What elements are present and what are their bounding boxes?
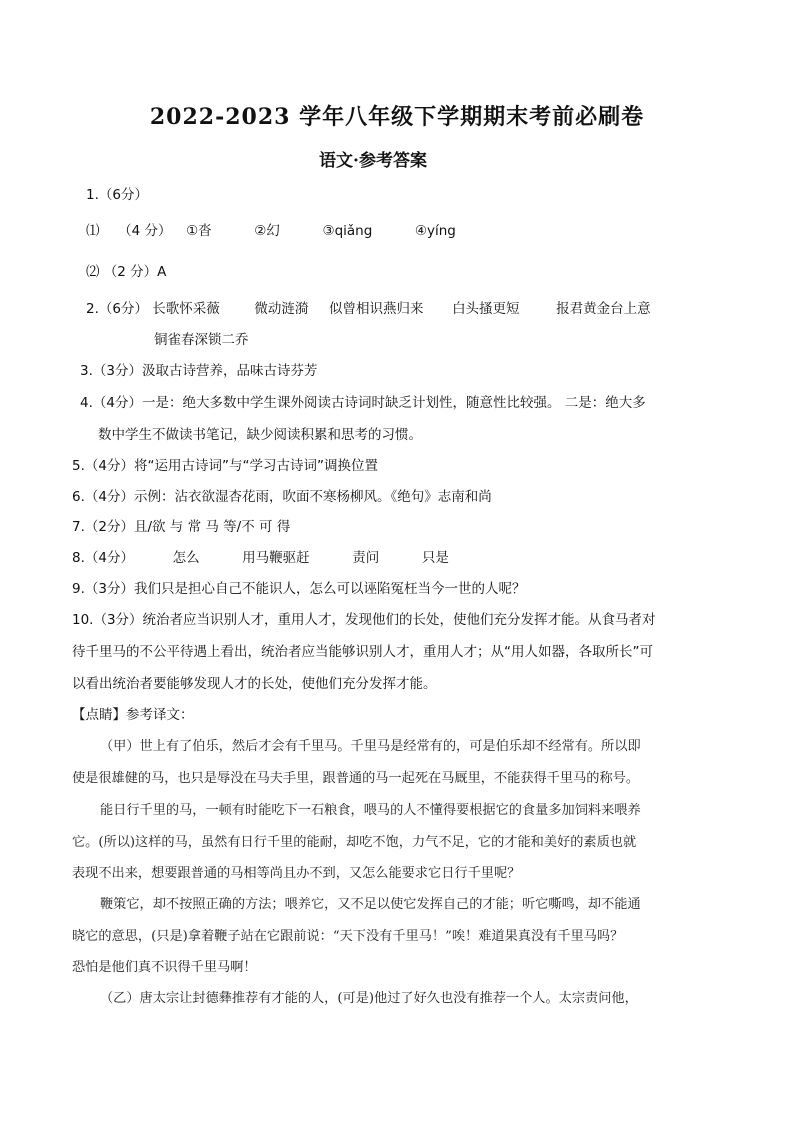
translation-line: 晓它的意思，(只是)拿着鞭子站在它跟前说：“天下没有千里马！”唉！难道果真没有千里马吗？ xyxy=(72,929,624,944)
q5-answer: 5.（4分）将“运用古诗词”与“学习古诗词”调换位置 xyxy=(72,458,378,474)
q10-line3: 以看出统治者要能够发现人才的长处，使他们充分发挥才能。 xyxy=(72,676,437,692)
q10-line2: 待千里马的不公平待遇上看出，统治者应当能够识别人才，重用人才；从“用人如器，各取所长”可 xyxy=(72,644,653,660)
q6-answer: 6.（4分）示例：沾衣欲湿杏花雨，吹面不寒杨柳风。《绝句》志南和尚 xyxy=(72,489,492,505)
q1-part2 xyxy=(86,263,166,281)
dianjing-heading: 【点睛】参考译文： xyxy=(72,707,194,723)
translation-line: 恐怕是他们真不识得千里马啊！ xyxy=(72,960,257,975)
translation-line: 使是很雄健的马，也只是辱没在马夫手里，跟普通的马一起死在马厩里，不能获得千里马的称号。 xyxy=(72,771,640,786)
q1-part1-score: （4 分） xyxy=(118,223,172,239)
translation-line: 鞭策它，却不按照正确的方法；喂养它，又不足以使它发挥自己的才能；听它嘶鸣，却不能通 xyxy=(100,897,641,912)
page-title: 2022-2023 学年八年级下学期期末考前必刷卷 xyxy=(149,104,645,130)
q7-answer: 7.（2分）且/欲 与 常 马 等/不 可 得 xyxy=(72,519,291,535)
q3-answer: 3.（3分）汲取古诗营养，品味古诗芬芳 xyxy=(80,363,318,379)
q8-answer-3: 责问 xyxy=(352,550,380,566)
q2-head: 2.（6分） xyxy=(86,301,148,317)
q1-answer-1: ①沓 xyxy=(186,223,212,239)
q8-answer xyxy=(72,549,449,567)
q1-answer-3: ③qiǎng xyxy=(322,223,373,239)
q2-answer-5: 报君黄金台上意 xyxy=(556,301,651,317)
q2-answer-2: 微动涟漪 xyxy=(254,301,309,317)
q8-answer-4: 只是 xyxy=(421,550,449,566)
q1-part1 xyxy=(86,222,456,240)
q1-part2-text: （2 分）A xyxy=(103,264,167,280)
q2-answer-1: 长歌怀采薇 xyxy=(152,301,220,317)
q1-part1-label: ⑴ xyxy=(86,223,100,239)
q9-answer: 9.（3分）我们只是担心自己不能识人，怎么可以诬陷冤枉当今一世的人呢？ xyxy=(72,581,526,597)
q2-line2: 铜雀春深锁二乔 xyxy=(154,332,249,348)
q1-answer-2: ②幻 xyxy=(254,223,280,239)
translation-line: （甲）世上有了伯乐，然后才会有千里马。千里马是经常有的，可是伯乐却不经常有。所以即 xyxy=(100,739,641,754)
q2-line1 xyxy=(86,300,651,318)
q1-head: 1.（6分） xyxy=(86,187,148,203)
translation-line: 它。(所以)这样的马，虽然有日行千里的能耐，却吃不饱，力气不足，它的才能和美好的素质也就 xyxy=(72,835,637,850)
q4-line2: 数中学生不做读书笔记，缺少阅读积累和思考的习惯。 xyxy=(98,427,422,443)
q1-answer-4: ④yíng xyxy=(414,223,456,239)
q10-line1: 10.（3分）统治者应当识别人才，重用人才，发现他们的长处，使他们充分发挥才能。从食马者对 xyxy=(72,612,656,628)
translation-line: 能日行千里的马，一顿有时能吃下一石粮食，喂马的人不懂得要根据它的食量多加饲料来喂养 xyxy=(100,803,641,818)
q2-answer-3: 似曾相识燕归来 xyxy=(328,301,424,317)
q8-answer-2: 用马鞭驱赶 xyxy=(242,550,310,566)
q2-answer-4: 白头搔更短 xyxy=(452,301,520,317)
q8-answer-1: 怎么 xyxy=(172,550,200,566)
q8-head: 8.（4分） xyxy=(72,550,134,566)
translation-line: 表现不出来，想要跟普通的马相等尚且办不到，又怎么能要求它日行千里呢？ xyxy=(72,866,521,881)
page-subtitle: 语文·参考答案 xyxy=(319,151,427,171)
translation-line: （乙）唐太宗让封德彝推荐有才能的人，(可是)他过了好久也没有推荐一个人。太宗责问他， xyxy=(100,991,638,1006)
q1-part2-label: ⑵ xyxy=(86,264,100,280)
q4-line1: 4.（4分）一是：绝大多数中学生课外阅读古诗词时缺乏计划性，随意性比较强。 二是：绝大多 xyxy=(80,395,646,411)
